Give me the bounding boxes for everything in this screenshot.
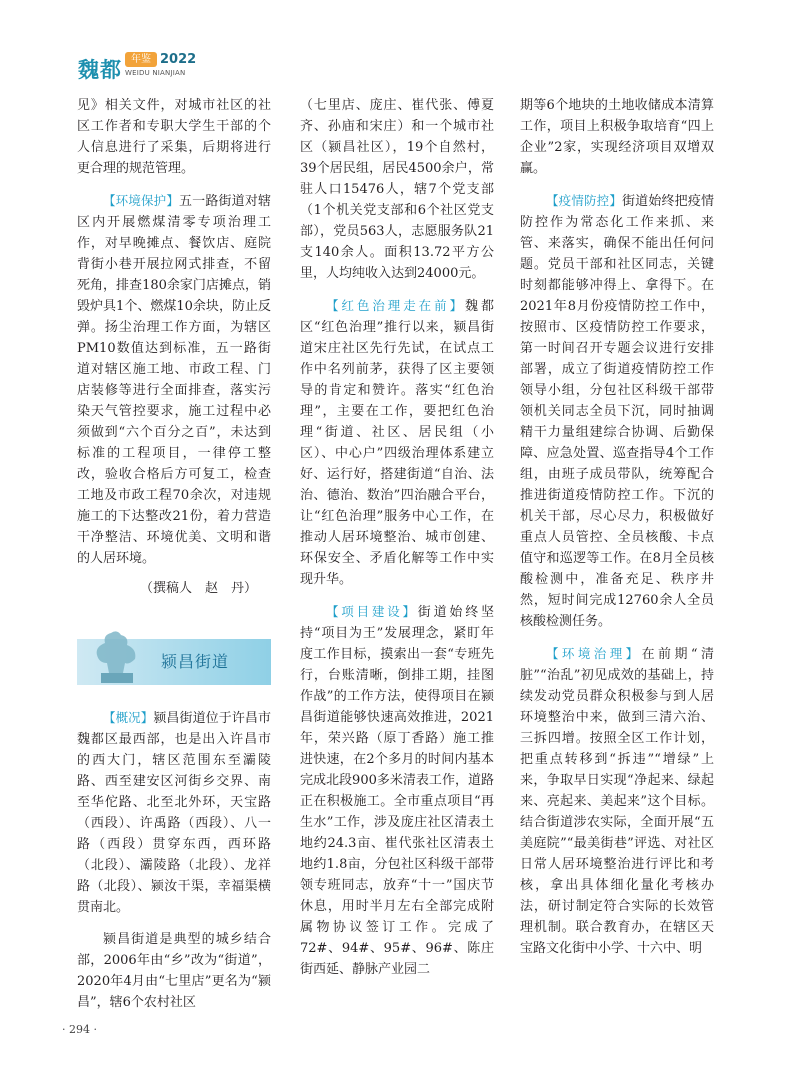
yearbook-title: 魏都 — [78, 58, 122, 82]
section-heading: 【概况】 — [103, 710, 154, 725]
section-heading: 【红色治理走在前】 — [326, 298, 466, 313]
paragraph-text: 街道始终把疫情防控作为常态化工作来抓、来管、来落实，确保不能出任何问题。党员干部和社区同志，关键时刻都能够冲得上、拿得下。在2021年8月份疫情防控工作中，按照市、区疫情防控工作要求，第一时间召开专题会议进行安排部署，成立了街道疫情防控工作领导小组，分包社区科级干部带领机关同志全员下沉，同时抽调精干力量组建综合协调、后勤保障、应急处置、巡查指导4个工作组，由班子成员带队，统筹配合推进街道疫情防控工作。下沉的机关干部，尽心尽力，积极做好重点人员管控、全员核酸、卡点值守和巡逻等工作。在8月全员核酸检测中，准备充足、秩序井然，短时间完成12760余人全员核酸检测任务。 — [520, 194, 714, 629]
statue-icon — [81, 627, 151, 687]
paragraph-text: 街道始终坚持“项目为王”发展理念，紧盯年度工作目标，摸索出一套“专班先行，台账清晰，倒排工期，挂图作战”的工作方法，使得项目在颍昌街道能够快速高效推进，2021年，荣兴路（原丁香路）施工推进快速，在2个多月的时间内基本完成北段900多米清表工作，道路正在积极施工。全市重点项目“再生水”工作，涉及庞庄社区清表土地约24.3亩、崔代张社区清表土地约1.8亩，分包社区科级干部带领专班同志，放弃“十一”国庆节休息，用时半月左右全部完成附属物协议签订工作。完成了72#、94#、95#、96#、陈庄街西延、静脉产业园二 — [300, 605, 494, 977]
section-heading: 【疫情防控】 — [546, 193, 622, 208]
paragraph-text: 五一路街道对辖区内开展燃煤清零专项治理工作，对早晚摊点、餐饮店、庭院背街小巷开展拉网式排查，不留死角，排查180余家门店摊点，销毁炉具1个、燃煤10余块，防止反弹。扬尘治理工作方面，为辖区PM10数值达到标准，五一路街道对辖区施工地、市政工程、门店装修等进行全面排查，落实污染天气管控要求，施工过程中必须做到“六个百分之百”，未达到标准的工程项目，一律停工整改，验收合格后方可复工，检查工地及市政工程70余次，对违规施工的下达整改21份，着力营造干净整洁、环境优美、文明和谐的人居环境。 — [77, 194, 271, 566]
yearbook-pinyin: WEIDU NIANJIAN — [125, 69, 186, 77]
section-banner — [77, 639, 271, 685]
paragraph-text: 魏都区“红色治理”推行以来，颍昌街道宋庄社区先行先试，在试点工作中名列前茅，获得了区主要领导的肯定和赞许。落实“红色治理”，主要在工作，要把红色治理“街道、社区、居民组（小区）、中心户”四级治理体系建立好、运行好，搭建街道“自治、法治、德治、数治”四治融合平台，让“红色治理”服务中心工作，在推动人居环境整治、城市创建、环保安全、矛盾化解等工作中实现升华。 — [300, 299, 494, 587]
paragraph — [300, 601, 494, 980]
yearbook-year: 2022 — [160, 52, 197, 67]
paragraph — [77, 707, 271, 918]
paragraph-text: 颍昌街道位于许昌市魏都区最西部，也是出入许昌市的西大门，辖区范围东至灞陵路、西至建安区河街乡交界、南至华佗路、北至北外环，天宝路（西段）、许禹路（西段）、八一路（西段）贯穿东西，西环路（北段）、灞陵路（北段）、龙祥路（北段）、颍汝干渠，幸福渠横贯南北。 — [77, 711, 271, 915]
banner-title: 颍昌街道 — [161, 652, 230, 671]
paragraph: 颍昌街道是典型的城乡结合部，2006年由“乡”改为“街道”，2020年4月由“七里店”更名为“颍昌”，辖6个农村社区 — [77, 932, 271, 1010]
section-heading: 【环境治理】 — [546, 646, 642, 661]
column-3 — [520, 95, 714, 970]
paragraph: 期等6个地块的土地收储成本清算工作，项目上积极争取培育“四上企业”2家，实现经济项目双增双赢。 — [520, 98, 714, 176]
paragraph — [77, 190, 271, 569]
paragraph — [520, 190, 714, 632]
column-1 — [77, 95, 271, 1024]
column-2 — [300, 95, 494, 991]
yearbook-badge: 年鉴 — [125, 52, 157, 67]
masthead — [78, 50, 278, 80]
section-heading: 【环境保护】 — [103, 193, 179, 208]
paragraph — [300, 295, 494, 590]
paragraph: 见》相关文件，对城市社区的社区工作者和专职大学生干部的个人信息进行了采集，后期将进行更合理的规范管理。 — [77, 98, 271, 176]
section-heading: 【项目建设】 — [326, 604, 418, 619]
page-number: · 294 · — [62, 1023, 97, 1036]
author-credit: （撰稿人 赵 丹） — [139, 581, 257, 596]
paragraph — [520, 643, 714, 959]
paragraph: （七里店、庞庄、崔代张、傅夏齐、孙庙和宋庄）和一个城市社区（颍昌社区），19个自然村，39个居民组，居民4500余户，常驻人口15476人，辖7个党支部（1个机关党支部和6个社区党支部），党员563人，志愿服务队21支140余人。面积13.72平方公里，人均纯收入达到24000元。 — [300, 98, 494, 281]
paragraph-text: 在前期“清脏”“治乱”初见成效的基础上，持续发动党员群众积极参与到人居环境整治中来，做到三清六治、三拆四增。按照全区工作计划，把重点转移到“拆违”“增绿”上来，争取早日实现“净起来、绿起来、亮起来、美起来”这个目标。结合街道涉农实际，全面开展“五美庭院”“最美街巷”评选、对社区日常人居环境整治进行评比和考核，拿出具体细化量化考核办法，研讨制定符合实际的长效管理机制。联合教育办，在辖区天宝路文化街中小学、十六中、明 — [520, 647, 714, 956]
